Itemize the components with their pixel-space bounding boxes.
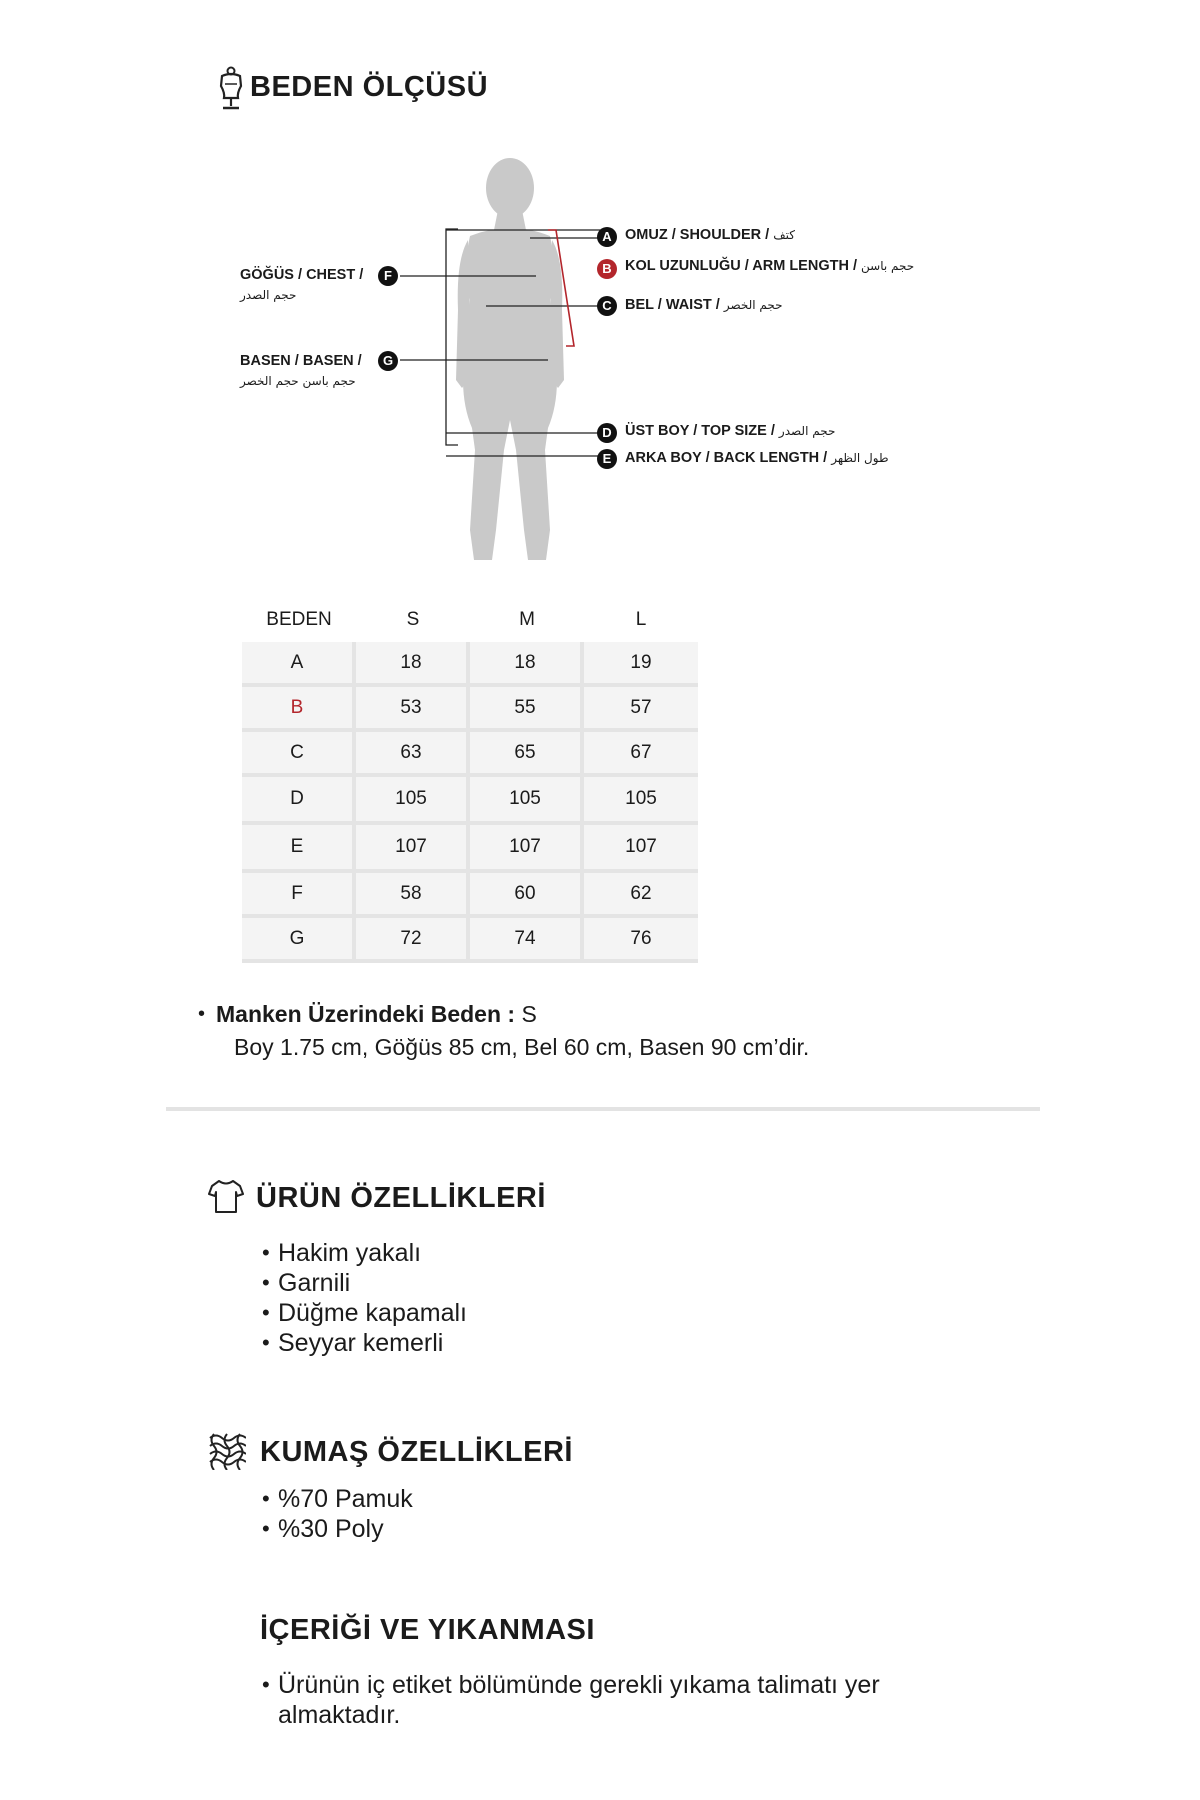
product-features-list	[262, 1238, 467, 1358]
row-label: E	[242, 825, 356, 873]
label-g-text: BASEN / BASEN /	[240, 353, 362, 369]
label-b-arabic: حجم باسن	[861, 259, 915, 273]
cell-s: 105	[356, 777, 470, 825]
model-size-value: S	[521, 1001, 537, 1027]
fabric-features-title: KUMAŞ ÖZELLİKLERİ	[260, 1436, 573, 1468]
list-item: • Hakim yakalı	[262, 1238, 467, 1268]
label-d-badge: D	[597, 423, 617, 443]
cell-l: 57	[584, 687, 698, 732]
cell-l: 76	[584, 918, 698, 963]
cell-m: 107	[470, 825, 584, 873]
header-s: S	[406, 609, 420, 630]
table-row	[242, 873, 698, 918]
tshirt-icon	[208, 1178, 244, 1219]
table-row	[242, 642, 698, 687]
label-b-text: KOL UZUNLUĞU / ARM LENGTH /	[625, 258, 857, 274]
header-m: M	[519, 609, 535, 630]
label-g-arabic: حجم باسن حجم الخصر	[240, 374, 356, 388]
row-label: B	[242, 687, 356, 732]
bullet-icon: •	[198, 1003, 206, 1025]
header-beden: BEDEN	[266, 609, 332, 630]
label-c-text: BEL / WAIST /	[625, 297, 720, 313]
label-f-arabic: حجم الصدر	[240, 288, 297, 302]
cell-l: 19	[584, 642, 698, 687]
table-row	[242, 732, 698, 777]
list-item: • Seyyar kemerli	[262, 1328, 467, 1358]
cell-m: 60	[470, 873, 584, 918]
cell-l: 105	[584, 777, 698, 825]
label-a-badge: A	[597, 227, 617, 247]
row-label: G	[242, 918, 356, 963]
label-f-badge: F	[378, 266, 398, 286]
section-divider	[166, 1107, 1040, 1111]
label-b	[625, 258, 914, 274]
cell-m: 105	[470, 777, 584, 825]
row-label: A	[242, 642, 356, 687]
list-item: • Düğme kapamalı	[262, 1298, 467, 1328]
row-label: C	[242, 732, 356, 777]
label-g	[240, 351, 362, 391]
body-silhouette	[400, 150, 900, 570]
table-row	[242, 825, 698, 873]
list-item: • Ürünün iç etiket bölümünde gerekli yıkama talimatı yer almaktadır.	[262, 1670, 982, 1730]
header-l: L	[635, 609, 647, 630]
label-b-badge: B	[597, 259, 617, 279]
label-e	[625, 450, 889, 466]
cell-l: 62	[584, 873, 698, 918]
label-a-text: OMUZ / SHOULDER /	[625, 227, 770, 243]
model-size-line	[198, 998, 809, 1031]
label-d-arabic: حجم الصدر	[778, 424, 836, 438]
cell-m: 74	[470, 918, 584, 963]
label-c-badge: C	[597, 296, 617, 316]
model-size-label: Manken Üzerindeki Beden :	[216, 1001, 516, 1027]
label-d	[625, 423, 835, 439]
size-table	[242, 598, 698, 963]
label-g-badge: G	[378, 351, 398, 371]
table-row	[242, 687, 698, 732]
product-features-title: ÜRÜN ÖZELLİKLERİ	[256, 1182, 546, 1214]
size-table-header	[242, 598, 698, 642]
cell-m: 55	[470, 687, 584, 732]
cell-m: 65	[470, 732, 584, 777]
care-title: İÇERİĞİ VE YIKANMASI	[260, 1614, 595, 1646]
label-f	[240, 265, 363, 305]
cell-l: 107	[584, 825, 698, 873]
list-item: • Garnili	[262, 1268, 467, 1298]
list-item: • %70 Pamuk	[262, 1484, 413, 1514]
label-c-arabic: حجم الخصر	[723, 298, 783, 312]
label-e-text: ARKA BOY / BACK LENGTH /	[625, 450, 828, 466]
row-label: F	[242, 873, 356, 918]
label-a	[625, 227, 795, 243]
label-c	[625, 297, 783, 313]
table-row	[242, 777, 698, 825]
fabric-icon	[208, 1432, 246, 1475]
list-item: • %30 Poly	[262, 1514, 413, 1544]
cell-m: 18	[470, 642, 584, 687]
cell-s: 18	[356, 642, 470, 687]
care-list	[262, 1670, 982, 1730]
cell-s: 72	[356, 918, 470, 963]
model-measurements: Boy 1.75 cm, Göğüs 85 cm, Bel 60 cm, Basen 90 cm’dir.	[234, 1034, 810, 1060]
table-row	[242, 918, 698, 963]
cell-s: 63	[356, 732, 470, 777]
label-f-text: GÖĞÜS / CHEST /	[240, 267, 364, 283]
label-e-arabic: طول الظهر	[831, 451, 889, 465]
label-e-badge: E	[597, 449, 617, 469]
row-label: D	[242, 777, 356, 825]
mannequin-icon	[216, 66, 246, 117]
cell-s: 107	[356, 825, 470, 873]
size-guide-title: BEDEN ÖLÇÜSÜ	[250, 71, 489, 103]
cell-s: 58	[356, 873, 470, 918]
fabric-features-list	[262, 1484, 413, 1544]
cell-l: 67	[584, 732, 698, 777]
model-info	[198, 998, 810, 1064]
label-a-arabic: كتف	[773, 228, 795, 242]
label-d-text: ÜST BOY / TOP SIZE /	[625, 423, 775, 439]
cell-s: 53	[356, 687, 470, 732]
